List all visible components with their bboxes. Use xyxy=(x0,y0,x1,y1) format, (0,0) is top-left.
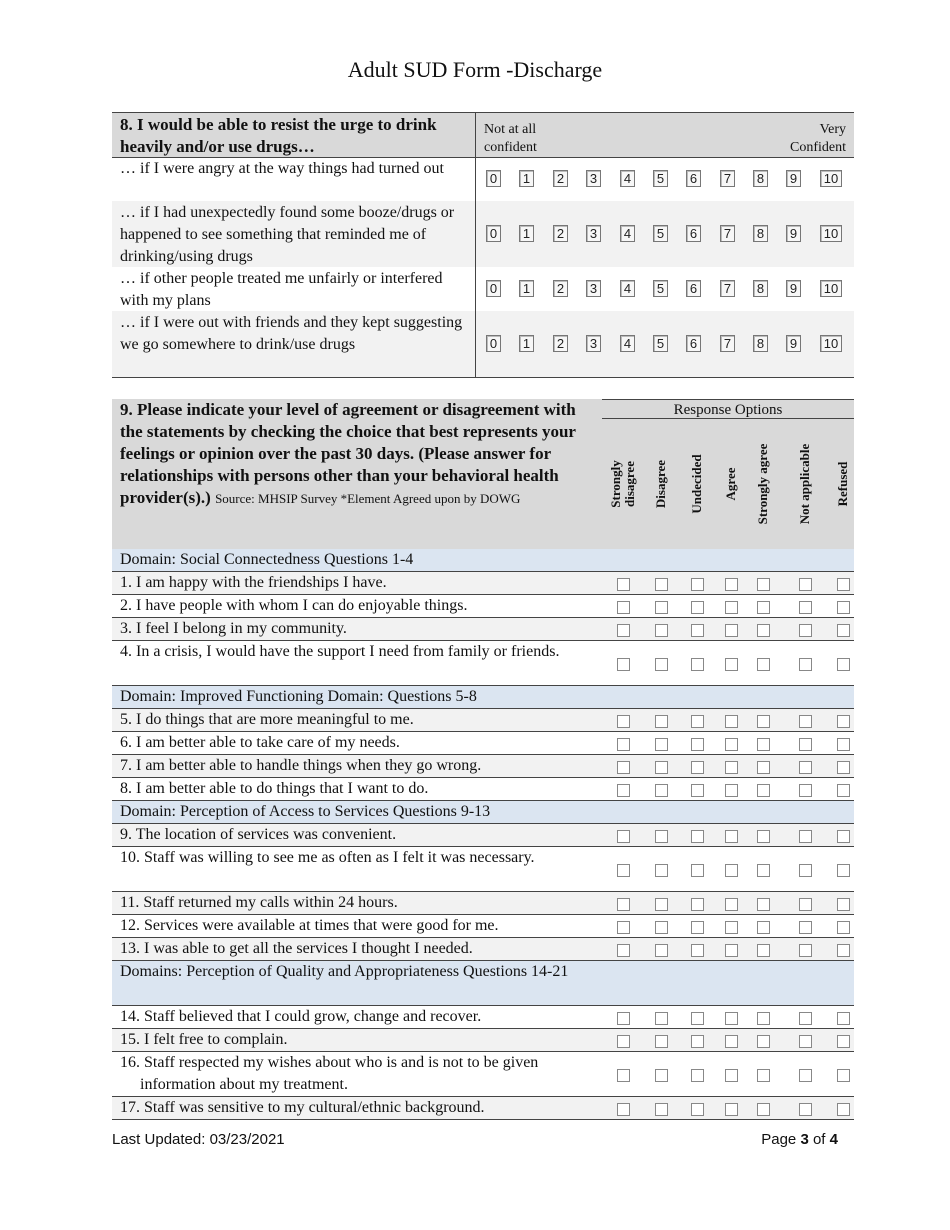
statement-row xyxy=(112,595,854,618)
response-checkbox[interactable] xyxy=(691,944,704,957)
response-checkbox[interactable] xyxy=(655,738,668,751)
page-total: 4 xyxy=(829,1131,838,1148)
response-checkbox[interactable] xyxy=(757,898,770,911)
scale-option-8[interactable]: 8 xyxy=(753,280,768,297)
response-checkbox[interactable] xyxy=(757,1069,770,1082)
response-checkbox[interactable] xyxy=(691,624,704,637)
statement-text: 1. I am happy with the friendships I have. xyxy=(120,574,387,591)
response-checkbox[interactable] xyxy=(837,624,850,637)
response-checkbox[interactable] xyxy=(691,898,704,911)
response-checkbox[interactable] xyxy=(757,1035,770,1048)
confidence-row xyxy=(112,201,854,267)
response-checkbox[interactable] xyxy=(617,658,630,671)
response-checkbox[interactable] xyxy=(655,578,668,591)
response-checkbox[interactable] xyxy=(617,715,630,728)
response-checkbox[interactable] xyxy=(757,864,770,877)
response-checkbox[interactable] xyxy=(691,1069,704,1082)
scale-option-3[interactable]: 3 xyxy=(586,335,601,352)
response-checkbox[interactable] xyxy=(837,1012,850,1025)
response-checkbox[interactable] xyxy=(617,624,630,637)
response-checkbox[interactable] xyxy=(757,658,770,671)
response-checkbox[interactable] xyxy=(837,1069,850,1082)
confidence-row xyxy=(112,267,854,311)
response-checkbox[interactable] xyxy=(799,601,812,614)
statement-row xyxy=(112,1029,854,1052)
statement-text: 16. Staff respected my wishes about who is and is not to be given information about my treatment. xyxy=(120,1054,539,1093)
response-checkbox[interactable] xyxy=(799,1012,812,1025)
scale-option-4[interactable]: 4 xyxy=(620,170,635,187)
statement-row xyxy=(112,755,854,778)
statement-row xyxy=(112,1052,854,1097)
domain-title: Domain: Improved Functioning Domain: Questions 5-8 xyxy=(120,688,477,705)
statement-row xyxy=(112,641,854,686)
agreement-header xyxy=(112,399,854,549)
response-checkbox[interactable] xyxy=(837,601,850,614)
scale-option-8[interactable]: 8 xyxy=(753,335,768,352)
response-checkbox[interactable] xyxy=(837,898,850,911)
response-checkbox[interactable] xyxy=(757,624,770,637)
statement-row xyxy=(112,1097,854,1120)
response-checkbox[interactable] xyxy=(837,921,850,934)
response-checkbox[interactable] xyxy=(655,830,668,843)
response-checkbox[interactable] xyxy=(725,578,738,591)
response-checkbox[interactable] xyxy=(757,738,770,751)
response-checkbox[interactable] xyxy=(617,1069,630,1082)
response-options-title: Response Options xyxy=(602,399,854,419)
page-prefix: Page xyxy=(761,1131,797,1148)
confidence-item-text: … if other people treated me unfairly or interfered with my plans xyxy=(112,267,476,311)
response-checkbox[interactable] xyxy=(725,898,738,911)
scale-option-10[interactable]: 10 xyxy=(820,170,842,187)
domain-header-row xyxy=(112,549,854,572)
confidence-question: 8. I would be able to resist the urge to drink heavily and/or use drugs… xyxy=(112,113,476,157)
statement-row xyxy=(112,618,854,641)
response-checkbox[interactable] xyxy=(799,830,812,843)
scale-option-3[interactable]: 3 xyxy=(586,225,601,242)
statement-text: 4. In a crisis, I would have the support I need from family or friends. xyxy=(120,643,560,660)
scale-option-7[interactable]: 7 xyxy=(720,280,735,297)
agreement-source: Source: MHSIP Survey *Element Agreed upon by DOWG xyxy=(215,491,521,506)
response-checkbox[interactable] xyxy=(725,1035,738,1048)
scale-option-1[interactable]: 1 xyxy=(519,225,534,242)
page-number xyxy=(761,1131,838,1148)
statement-text: 10. Staff was willing to see me as often as I felt it was necessary. xyxy=(120,849,535,866)
response-checkbox[interactable] xyxy=(757,715,770,728)
response-option-header xyxy=(641,421,681,547)
response-checkbox[interactable] xyxy=(725,921,738,934)
scale-option-9[interactable]: 9 xyxy=(786,170,801,187)
scale-option-10[interactable]: 10 xyxy=(820,280,842,297)
scale-option-0[interactable]: 0 xyxy=(486,170,501,187)
statement-row xyxy=(112,709,854,732)
confidence-row xyxy=(112,157,854,201)
statement-row xyxy=(112,778,854,801)
response-checkbox[interactable] xyxy=(757,944,770,957)
response-checkbox[interactable] xyxy=(617,1012,630,1025)
response-checkbox[interactable] xyxy=(617,1103,630,1116)
response-checkbox[interactable] xyxy=(617,578,630,591)
scale-option-1[interactable]: 1 xyxy=(519,335,534,352)
response-checkbox[interactable] xyxy=(691,658,704,671)
response-checkbox[interactable] xyxy=(691,1103,704,1116)
response-checkbox[interactable] xyxy=(725,784,738,797)
response-checkbox[interactable] xyxy=(799,944,812,957)
response-checkbox[interactable] xyxy=(799,1103,812,1116)
last-updated: Last Updated: 03/23/2021 xyxy=(112,1131,285,1148)
response-checkbox[interactable] xyxy=(655,784,668,797)
scale-option-6[interactable]: 6 xyxy=(686,170,701,187)
scale-option-8[interactable]: 8 xyxy=(753,170,768,187)
confidence-section xyxy=(112,112,854,378)
scale-option-0[interactable]: 0 xyxy=(486,335,501,352)
scale-option-3[interactable]: 3 xyxy=(586,280,601,297)
response-checkbox[interactable] xyxy=(757,1103,770,1116)
response-checkbox[interactable] xyxy=(757,830,770,843)
response-checkbox[interactable] xyxy=(655,864,668,877)
scale-option-10[interactable]: 10 xyxy=(820,335,842,352)
response-checkbox[interactable] xyxy=(617,1035,630,1048)
response-checkbox[interactable] xyxy=(799,578,812,591)
page-of: of xyxy=(812,1131,826,1148)
scale-option-6[interactable]: 6 xyxy=(686,335,701,352)
response-checkbox[interactable] xyxy=(837,578,850,591)
scale-option-5[interactable]: 5 xyxy=(653,335,668,352)
response-checkbox[interactable] xyxy=(837,864,850,877)
response-checkbox[interactable] xyxy=(725,830,738,843)
domain-title: Domains: Perception of Quality and Appropriateness Questions 14-21 xyxy=(120,963,569,980)
scale-option-6[interactable]: 6 xyxy=(686,280,701,297)
response-option-label: Strongly agree xyxy=(755,443,770,525)
response-option-header xyxy=(603,421,643,547)
scale-option-0[interactable]: 0 xyxy=(486,225,501,242)
response-checkbox[interactable] xyxy=(617,944,630,957)
domain-header-row xyxy=(112,961,854,1006)
scale-option-9[interactable]: 9 xyxy=(786,335,801,352)
response-checkbox[interactable] xyxy=(617,921,630,934)
response-checkbox[interactable] xyxy=(655,1012,668,1025)
scale-option-3[interactable]: 3 xyxy=(586,170,601,187)
response-checkbox[interactable] xyxy=(757,1012,770,1025)
response-checkbox[interactable] xyxy=(617,784,630,797)
response-checkbox[interactable] xyxy=(757,601,770,614)
response-checkbox[interactable] xyxy=(691,715,704,728)
response-checkbox[interactable] xyxy=(837,658,850,671)
scale-option-2[interactable]: 2 xyxy=(553,280,568,297)
statement-row xyxy=(112,1006,854,1029)
response-checkbox[interactable] xyxy=(691,784,704,797)
statement-row xyxy=(112,824,854,847)
response-checkbox[interactable] xyxy=(691,1035,704,1048)
response-checkbox[interactable] xyxy=(655,715,668,728)
domain-header-row xyxy=(112,686,854,709)
confidence-header xyxy=(112,113,854,158)
scale-option-9[interactable]: 9 xyxy=(786,280,801,297)
response-checkbox[interactable] xyxy=(837,944,850,957)
response-checkbox[interactable] xyxy=(799,624,812,637)
response-checkbox[interactable] xyxy=(691,921,704,934)
statement-row xyxy=(112,847,854,892)
scale-option-5[interactable]: 5 xyxy=(653,170,668,187)
response-checkbox[interactable] xyxy=(691,738,704,751)
response-checkbox[interactable] xyxy=(757,784,770,797)
confidence-item-text: … if I had unexpectedly found some booze/drugs or happened to see something that reminded me of drinking/using drugs xyxy=(112,201,476,267)
response-checkbox[interactable] xyxy=(655,898,668,911)
scale-option-5[interactable]: 5 xyxy=(653,225,668,242)
response-checkbox[interactable] xyxy=(837,1103,850,1116)
scale-option-6[interactable]: 6 xyxy=(686,225,701,242)
scale-option-2[interactable]: 2 xyxy=(553,170,568,187)
statement-text: 7. I am better able to handle things when they go wrong. xyxy=(120,757,482,774)
response-checkbox[interactable] xyxy=(799,761,812,774)
response-option-label: Not applicable xyxy=(797,443,812,525)
response-checkbox[interactable] xyxy=(799,864,812,877)
scale-option-7[interactable]: 7 xyxy=(720,335,735,352)
scale-option-9[interactable]: 9 xyxy=(786,225,801,242)
response-checkbox[interactable] xyxy=(799,784,812,797)
scale-option-0[interactable]: 0 xyxy=(486,280,501,297)
response-checkbox[interactable] xyxy=(655,1035,668,1048)
response-option-header xyxy=(823,421,863,547)
response-checkbox[interactable] xyxy=(617,864,630,877)
response-checkbox[interactable] xyxy=(725,624,738,637)
response-checkbox[interactable] xyxy=(725,658,738,671)
domain-title: Domain: Perception of Access to Services Questions 9-13 xyxy=(120,803,491,820)
response-checkbox[interactable] xyxy=(725,715,738,728)
agreement-question xyxy=(120,399,600,509)
response-checkbox[interactable] xyxy=(799,738,812,751)
response-checkbox[interactable] xyxy=(837,761,850,774)
response-option-label: Agree xyxy=(723,467,738,501)
response-checkbox[interactable] xyxy=(691,601,704,614)
scale-option-7[interactable]: 7 xyxy=(720,170,735,187)
statement-text: 8. I am better able to do things that I want to do. xyxy=(120,780,429,797)
scale-option-2[interactable]: 2 xyxy=(553,335,568,352)
response-option-header xyxy=(743,421,783,547)
scale-option-5[interactable]: 5 xyxy=(653,280,668,297)
scale-option-1[interactable]: 1 xyxy=(519,170,534,187)
statement-text: 12. Services were available at times that were good for me. xyxy=(120,917,499,934)
response-option-header xyxy=(785,421,825,547)
response-option-label: Refused xyxy=(835,461,850,507)
statement-text: 13. I was able to get all the services I thought I needed. xyxy=(120,940,473,957)
response-checkbox[interactable] xyxy=(725,944,738,957)
response-checkbox[interactable] xyxy=(617,898,630,911)
statement-text: 5. I do things that are more meaningful to me. xyxy=(120,711,414,728)
scale-option-8[interactable]: 8 xyxy=(753,225,768,242)
response-checkbox[interactable] xyxy=(725,1069,738,1082)
response-checkbox[interactable] xyxy=(617,830,630,843)
response-checkbox[interactable] xyxy=(799,1069,812,1082)
domain-header-row xyxy=(112,801,854,824)
response-checkbox[interactable] xyxy=(837,784,850,797)
response-checkbox[interactable] xyxy=(655,658,668,671)
response-checkbox[interactable] xyxy=(837,715,850,728)
response-checkbox[interactable] xyxy=(655,761,668,774)
response-checkbox[interactable] xyxy=(655,624,668,637)
response-checkbox[interactable] xyxy=(837,830,850,843)
response-checkbox[interactable] xyxy=(757,578,770,591)
response-checkbox[interactable] xyxy=(617,738,630,751)
response-checkbox[interactable] xyxy=(655,601,668,614)
response-checkbox[interactable] xyxy=(725,738,738,751)
statement-text: 17. Staff was sensitive to my cultural/ethnic background. xyxy=(120,1099,485,1116)
response-checkbox[interactable] xyxy=(617,761,630,774)
statement-row xyxy=(112,732,854,755)
scale-option-4[interactable]: 4 xyxy=(620,280,635,297)
response-checkbox[interactable] xyxy=(837,1035,850,1048)
response-checkbox[interactable] xyxy=(799,898,812,911)
statement-text: 14. Staff believed that I could grow, change and recover. xyxy=(120,1008,482,1025)
response-checkbox[interactable] xyxy=(655,944,668,957)
scale-option-7[interactable]: 7 xyxy=(720,225,735,242)
scale-low-label: Not at all confident xyxy=(484,122,537,155)
response-checkbox[interactable] xyxy=(725,864,738,877)
response-checkbox[interactable] xyxy=(655,921,668,934)
page-title: Adult SUD Form -Discharge xyxy=(347,57,603,82)
statement-text: 11. Staff returned my calls within 24 hours. xyxy=(120,894,398,911)
response-checkbox[interactable] xyxy=(757,921,770,934)
scale-option-4[interactable]: 4 xyxy=(620,225,635,242)
response-checkbox[interactable] xyxy=(725,1103,738,1116)
response-checkbox[interactable] xyxy=(799,715,812,728)
statement-text: 9. The location of services was convenient. xyxy=(120,826,397,843)
statement-row xyxy=(112,915,854,938)
agreement-question-text: 9. Please indicate your level of agreement or disagreement with the statements by checking the choice that best represents your feelings or opinion over the past 30 days. (Please answer for relationships with persons other than your behavioral health provider(s).) xyxy=(120,400,576,507)
confidence-row xyxy=(112,311,854,377)
response-checkbox[interactable] xyxy=(691,1012,704,1025)
response-checkbox[interactable] xyxy=(725,1012,738,1025)
response-checkbox[interactable] xyxy=(655,1103,668,1116)
statement-text: 6. I am better able to take care of my needs. xyxy=(120,734,400,751)
response-checkbox[interactable] xyxy=(691,761,704,774)
statement-text: 2. I have people with whom I can do enjoyable things. xyxy=(120,597,468,614)
scale-option-10[interactable]: 10 xyxy=(820,225,842,242)
statement-row xyxy=(112,572,854,595)
domain-title: Domain: Social Connectedness Questions 1-4 xyxy=(120,551,414,568)
statement-text: 15. I felt free to complain. xyxy=(120,1031,288,1048)
confidence-item-text: … if I were out with friends and they kept suggesting we go somewhere to drink/use drugs xyxy=(112,311,476,377)
response-checkbox[interactable] xyxy=(691,830,704,843)
scale-option-4[interactable]: 4 xyxy=(620,335,635,352)
statement-text: 3. I feel I belong in my community. xyxy=(120,620,347,637)
statement-row xyxy=(112,938,854,961)
response-checkbox[interactable] xyxy=(725,761,738,774)
scale-option-2[interactable]: 2 xyxy=(553,225,568,242)
response-checkbox[interactable] xyxy=(691,578,704,591)
response-option-label: Strongly disagree xyxy=(608,460,637,508)
response-checkbox[interactable] xyxy=(837,738,850,751)
response-checkbox[interactable] xyxy=(799,1035,812,1048)
response-checkbox[interactable] xyxy=(799,921,812,934)
scale-option-1[interactable]: 1 xyxy=(519,280,534,297)
scale-high-label: Very Confident xyxy=(790,122,846,155)
statement-row xyxy=(112,892,854,915)
response-option-label: Undecided xyxy=(689,454,704,514)
response-checkbox[interactable] xyxy=(757,761,770,774)
response-checkbox[interactable] xyxy=(691,864,704,877)
response-checkbox[interactable] xyxy=(617,601,630,614)
page-current: 3 xyxy=(800,1131,809,1148)
response-option-label: Disagree xyxy=(653,459,668,509)
response-checkbox[interactable] xyxy=(725,601,738,614)
confidence-item-text: … if I were angry at the way things had turned out xyxy=(112,157,476,201)
response-checkbox[interactable] xyxy=(799,658,812,671)
response-checkbox[interactable] xyxy=(655,1069,668,1082)
